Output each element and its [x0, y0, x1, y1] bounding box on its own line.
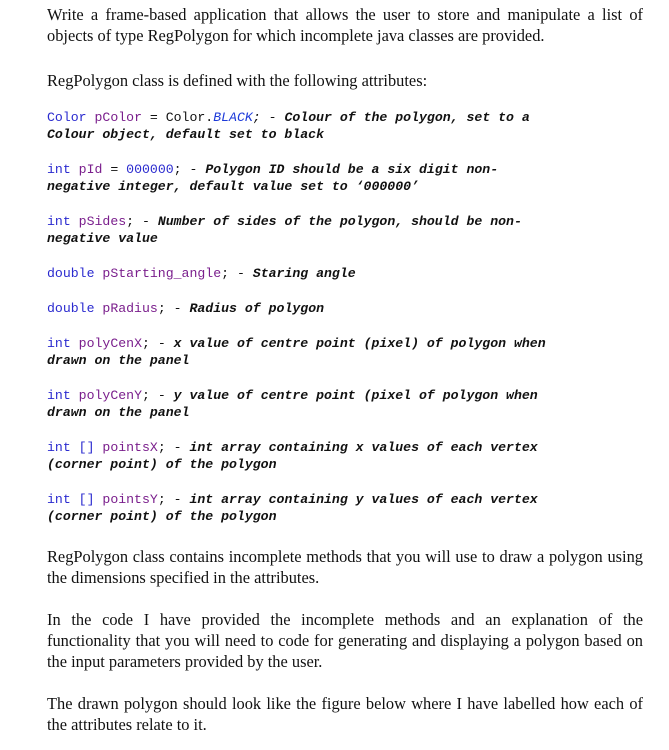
attr-name: polyCenY	[78, 388, 142, 403]
attr-name: pointsX	[102, 440, 158, 455]
attribute-pstarting-angle: double pStarting_angle; - Staring angle	[47, 266, 356, 281]
attr-name: pStarting_angle	[102, 266, 222, 281]
attr-comment: Polygon ID should be a six digit non-	[205, 162, 499, 177]
attr-comment: Colour of the polygon, set to a	[284, 110, 530, 125]
attr-type: int	[47, 336, 71, 351]
attr-type: int []	[47, 492, 95, 507]
attribute-pid: int pId = 000000; - Polygon ID should be a six digit non- negative integer, default value set to ‘000000’	[47, 162, 499, 194]
attr-name: pointsY	[102, 492, 158, 507]
attr-comment: Number of sides of the polygon, should be non-	[157, 214, 522, 229]
attr-comment-cont: (corner point) of the polygon	[47, 457, 277, 472]
attr-comment: Staring angle	[252, 266, 356, 281]
attr-type: double	[47, 266, 95, 281]
attribute-polycenx: int polyCenX; - x value of centre point (pixel) of polygon when drawn on the panel	[47, 336, 546, 368]
attribute-pointsx: int [] pointsX; - int array containing x values of each vertex (corner point) of the polygon	[47, 440, 538, 472]
code-paragraph: In the code I have provided the incomplete methods and an explanation of the functionality that you will need to code for generating and displaying a polygon based on the input parameters provided by the user.	[47, 610, 643, 671]
attr-type: int	[47, 162, 71, 177]
attr-comment-cont: drawn on the panel	[47, 405, 190, 420]
intro-paragraph: Write a frame-based application that allows the user to store and manipulate a list of objects of type RegPolygon for which incomplete java classes are provided.	[47, 5, 643, 45]
attr-type: double	[47, 301, 95, 316]
attr-comment-cont: negative integer, default value set to ‘000000’	[47, 179, 419, 194]
attr-name: polyCenX	[78, 336, 142, 351]
attr-comment-cont: drawn on the panel	[47, 353, 190, 368]
methods-paragraph: RegPolygon class contains incomplete methods that you will use to draw a polygon using the dimensions specified in the attributes.	[47, 547, 643, 587]
attr-type: int	[47, 214, 71, 229]
attribute-psides: int pSides; - Number of sides of the polygon, should be non- negative value	[47, 214, 522, 246]
attr-name: pSides	[78, 214, 127, 229]
attribute-pradius: double pRadius; - Radius of polygon	[47, 301, 325, 316]
attr-comment-cont: Colour object, default set to black	[47, 127, 324, 142]
attribute-pcolor: Color pColor = Color.BLACK; - Colour of the polygon, set to a Colour object, default set to black	[47, 110, 530, 142]
attr-comment: Radius of polygon	[189, 301, 325, 316]
attr-name: pRadius	[102, 301, 158, 316]
attr-comment: y value of centre point (pixel of polygon when	[173, 388, 538, 403]
attr-name: pId	[78, 162, 103, 177]
attr-type: int	[47, 388, 71, 403]
attr-comment: int array containing y values of each vertex	[189, 492, 538, 507]
attr-comment: int array containing x values of each vertex	[189, 440, 538, 455]
attr-type: Color	[47, 110, 87, 125]
attr-type: int []	[47, 440, 95, 455]
attributes-heading: RegPolygon class is defined with the following attributes:	[47, 71, 428, 90]
figure-paragraph: The drawn polygon should look like the figure below where I have labelled how each of the attributes relate to it.	[47, 694, 643, 734]
attribute-pointsy: int [] pointsY; - int array containing y values of each vertex (corner point) of the polygon	[47, 492, 538, 524]
attr-name: pColor	[94, 110, 142, 125]
attr-value: BLACK	[213, 110, 253, 125]
attr-comment-cont: negative value	[47, 231, 158, 246]
attr-comment-cont: (corner point) of the polygon	[47, 509, 277, 524]
attr-value: 000000	[126, 162, 174, 177]
attr-comment: x value of centre point (pixel) of polygon when	[173, 336, 546, 351]
attribute-polyceny: int polyCenY; - y value of centre point (pixel of polygon when drawn on the panel	[47, 388, 538, 420]
